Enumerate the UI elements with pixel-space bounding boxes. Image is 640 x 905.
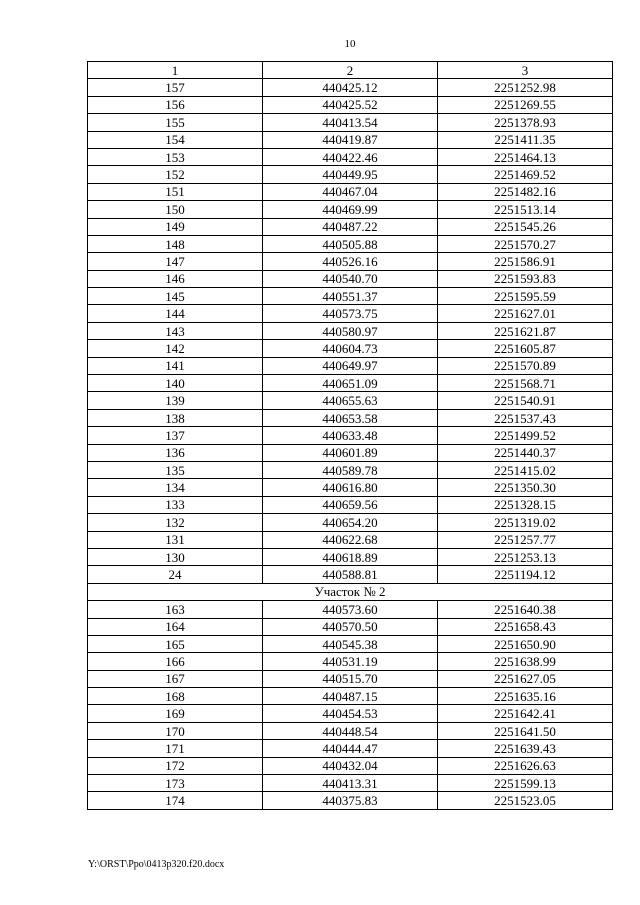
table-cell-col-3: 2251658.43 <box>438 618 613 635</box>
column-header-3: 3 <box>438 62 613 79</box>
table-row <box>88 340 613 357</box>
table-cell-col-1: 173 <box>88 775 263 792</box>
table-cell-col-2: 440515.70 <box>263 670 438 687</box>
table-cell-col-1: 153 <box>88 148 263 165</box>
table-row <box>88 357 613 374</box>
table-cell-col-1: 141 <box>88 357 263 374</box>
table-cell-col-1: 166 <box>88 653 263 670</box>
table-row <box>88 740 613 757</box>
table-cell-col-1: 154 <box>88 131 263 148</box>
table-cell-col-2: 440551.37 <box>263 288 438 305</box>
table-cell-col-1: 146 <box>88 270 263 287</box>
table-row <box>88 479 613 496</box>
table-cell-col-3: 2251499.52 <box>438 427 613 444</box>
table-cell-col-1: 133 <box>88 496 263 513</box>
table-cell-col-2: 440413.54 <box>263 114 438 131</box>
table-cell-col-3: 2251440.37 <box>438 444 613 461</box>
table-cell-col-3: 2251411.35 <box>438 131 613 148</box>
table-row <box>88 288 613 305</box>
table-cell-col-3: 2251639.43 <box>438 740 613 757</box>
table-cell-col-3: 2251593.83 <box>438 270 613 287</box>
table-cell-col-2: 440618.89 <box>263 548 438 565</box>
table-row <box>88 461 613 478</box>
table-cell-col-3: 2251328.15 <box>438 496 613 513</box>
table-cell-col-2: 440589.78 <box>263 461 438 478</box>
table-cell-col-3: 2251626.63 <box>438 757 613 774</box>
table-cell-col-3: 2251319.02 <box>438 514 613 531</box>
table-cell-col-1: 164 <box>88 618 263 635</box>
table-cell-col-1: 142 <box>88 340 263 357</box>
table-cell-col-1: 137 <box>88 427 263 444</box>
table-cell-col-3: 2251350.30 <box>438 479 613 496</box>
table-row <box>88 531 613 548</box>
table-cell-col-3: 2251638.99 <box>438 653 613 670</box>
table-row <box>88 427 613 444</box>
table-cell-col-1: 135 <box>88 461 263 478</box>
table-cell-col-1: 136 <box>88 444 263 461</box>
table-cell-col-2: 440487.22 <box>263 218 438 235</box>
table-cell-col-1: 172 <box>88 757 263 774</box>
table-cell-col-3: 2251621.87 <box>438 322 613 339</box>
table-cell-col-3: 2251570.27 <box>438 235 613 252</box>
table-cell-col-1: 163 <box>88 601 263 618</box>
table-cell-col-3: 2251415.02 <box>438 461 613 478</box>
column-header-1: 1 <box>88 62 263 79</box>
table-row <box>88 514 613 531</box>
table-cell-col-1: 139 <box>88 392 263 409</box>
table-cell-col-3: 2251482.16 <box>438 183 613 200</box>
table-cell-col-1: 140 <box>88 375 263 392</box>
table-cell-col-3: 2251599.13 <box>438 775 613 792</box>
table-cell-col-1: 170 <box>88 722 263 739</box>
table-body-part-1 <box>88 79 613 583</box>
table-cell-col-3: 2251469.52 <box>438 166 613 183</box>
table-cell-col-2: 440448.54 <box>263 722 438 739</box>
table-cell-col-2: 440531.19 <box>263 653 438 670</box>
table-cell-col-3: 2251378.93 <box>438 114 613 131</box>
table-cell-col-3: 2251252.98 <box>438 79 613 96</box>
table-row <box>88 757 613 774</box>
table-cell-col-3: 2251194.12 <box>438 566 613 583</box>
table-row <box>88 688 613 705</box>
table-row <box>88 305 613 322</box>
table-cell-col-3: 2251464.13 <box>438 148 613 165</box>
table-cell-col-2: 440653.58 <box>263 409 438 426</box>
table-cell-col-1: 157 <box>88 79 263 96</box>
table-cell-col-2: 440651.09 <box>263 375 438 392</box>
table-cell-col-3: 2251627.01 <box>438 305 613 322</box>
table-cell-col-2: 440419.87 <box>263 131 438 148</box>
table-cell-col-3: 2251586.91 <box>438 253 613 270</box>
table-row <box>88 79 613 96</box>
table-cell-col-2: 440616.80 <box>263 479 438 496</box>
table-cell-col-3: 2251642.41 <box>438 705 613 722</box>
table-cell-col-2: 440573.75 <box>263 305 438 322</box>
section-label: Участок № 2 <box>88 583 613 600</box>
table-cell-col-1: 156 <box>88 96 263 113</box>
table-cell-col-2: 440449.95 <box>263 166 438 183</box>
table-cell-col-3: 2251253.13 <box>438 548 613 565</box>
table-row <box>88 131 613 148</box>
page-number: 10 <box>344 38 356 50</box>
table-row <box>88 792 613 809</box>
table-cell-col-3: 2251269.55 <box>438 96 613 113</box>
table-row <box>88 409 613 426</box>
table-cell-col-2: 440413.31 <box>263 775 438 792</box>
table-row <box>88 183 613 200</box>
table-cell-col-1: 169 <box>88 705 263 722</box>
table-row <box>88 270 613 287</box>
table-cell-col-1: 150 <box>88 201 263 218</box>
table-row <box>88 166 613 183</box>
table-cell-col-2: 440454.53 <box>263 705 438 722</box>
table-row <box>88 601 613 618</box>
table-row <box>88 618 613 635</box>
table-cell-col-1: 151 <box>88 183 263 200</box>
table-row <box>88 670 613 687</box>
column-header-2: 2 <box>263 62 438 79</box>
table-cell-col-2: 440425.12 <box>263 79 438 96</box>
table-cell-col-2: 440573.60 <box>263 601 438 618</box>
table-row <box>88 96 613 113</box>
section-row-group <box>88 583 613 600</box>
table-cell-col-2: 440545.38 <box>263 635 438 652</box>
table-cell-col-3: 2251641.50 <box>438 722 613 739</box>
table-cell-col-2: 440467.04 <box>263 183 438 200</box>
table-cell-col-2: 440375.83 <box>263 792 438 809</box>
table-cell-col-1: 144 <box>88 305 263 322</box>
table-cell-col-3: 2251627.05 <box>438 670 613 687</box>
table-row <box>88 322 613 339</box>
table-cell-col-3: 2251570.89 <box>438 357 613 374</box>
table-cell-col-2: 440659.56 <box>263 496 438 513</box>
table-cell-col-3: 2251568.71 <box>438 375 613 392</box>
table-row <box>88 775 613 792</box>
table-cell-col-1: 145 <box>88 288 263 305</box>
table-cell-col-1: 155 <box>88 114 263 131</box>
table-cell-col-3: 2251257.77 <box>438 531 613 548</box>
table-cell-col-3: 2251650.90 <box>438 635 613 652</box>
table-row <box>88 722 613 739</box>
table-cell-col-2: 440487.15 <box>263 688 438 705</box>
table-body-part-2 <box>88 601 613 810</box>
table-cell-col-2: 440425.52 <box>263 96 438 113</box>
table-cell-col-2: 440588.81 <box>263 566 438 583</box>
table-cell-col-1: 138 <box>88 409 263 426</box>
table-cell-col-3: 2251513.14 <box>438 201 613 218</box>
table-cell-col-2: 440570.50 <box>263 618 438 635</box>
table-cell-col-1: 152 <box>88 166 263 183</box>
footer-file-path: Y:\ORST\Ppo\0413p320.f20.docx <box>88 859 225 870</box>
table-cell-col-1: 134 <box>88 479 263 496</box>
table-row <box>88 566 613 583</box>
table-cell-col-2: 440655.63 <box>263 392 438 409</box>
table-cell-col-3: 2251605.87 <box>438 340 613 357</box>
table-cell-col-2: 440604.73 <box>263 340 438 357</box>
table-cell-col-3: 2251540.91 <box>438 392 613 409</box>
table-cell-col-1: 171 <box>88 740 263 757</box>
table-cell-col-2: 440444.47 <box>263 740 438 757</box>
table-cell-col-1: 174 <box>88 792 263 809</box>
table-cell-col-1: 168 <box>88 688 263 705</box>
table-row <box>88 705 613 722</box>
table-row <box>88 148 613 165</box>
table-cell-col-3: 2251635.16 <box>438 688 613 705</box>
table-cell-col-3: 2251545.26 <box>438 218 613 235</box>
table-cell-col-2: 440505.88 <box>263 235 438 252</box>
table-row <box>88 392 613 409</box>
table-cell-col-2: 440649.97 <box>263 357 438 374</box>
table-cell-col-1: 131 <box>88 531 263 548</box>
table-cell-col-1: 167 <box>88 670 263 687</box>
table-row <box>88 635 613 652</box>
table-cell-col-1: 149 <box>88 218 263 235</box>
table-header-row <box>88 62 613 79</box>
table-cell-col-2: 440654.20 <box>263 514 438 531</box>
table-cell-col-2: 440633.48 <box>263 427 438 444</box>
table-row <box>88 444 613 461</box>
table-cell-col-3: 2251640.38 <box>438 601 613 618</box>
table-cell-col-1: 132 <box>88 514 263 531</box>
table-row <box>88 653 613 670</box>
table-row <box>88 114 613 131</box>
coordinates-table <box>87 61 613 810</box>
table-cell-col-3: 2251595.59 <box>438 288 613 305</box>
table-row <box>88 218 613 235</box>
table-cell-col-2: 440540.70 <box>263 270 438 287</box>
table-cell-col-1: 24 <box>88 566 263 583</box>
table-row <box>88 375 613 392</box>
section-row <box>88 583 613 600</box>
table-cell-col-2: 440526.16 <box>263 253 438 270</box>
table-row <box>88 235 613 252</box>
table-row <box>88 201 613 218</box>
table-cell-col-3: 2251523.05 <box>438 792 613 809</box>
table-cell-col-2: 440622.68 <box>263 531 438 548</box>
table-cell-col-2: 440469.99 <box>263 201 438 218</box>
table-cell-col-1: 165 <box>88 635 263 652</box>
table-cell-col-2: 440432.04 <box>263 757 438 774</box>
table-row <box>88 253 613 270</box>
table-cell-col-1: 143 <box>88 322 263 339</box>
table-row <box>88 548 613 565</box>
table-cell-col-1: 130 <box>88 548 263 565</box>
table-cell-col-1: 147 <box>88 253 263 270</box>
table-cell-col-1: 148 <box>88 235 263 252</box>
table-cell-col-2: 440601.89 <box>263 444 438 461</box>
table-row <box>88 496 613 513</box>
table-cell-col-2: 440422.46 <box>263 148 438 165</box>
table-cell-col-2: 440580.97 <box>263 322 438 339</box>
table-cell-col-3: 2251537.43 <box>438 409 613 426</box>
